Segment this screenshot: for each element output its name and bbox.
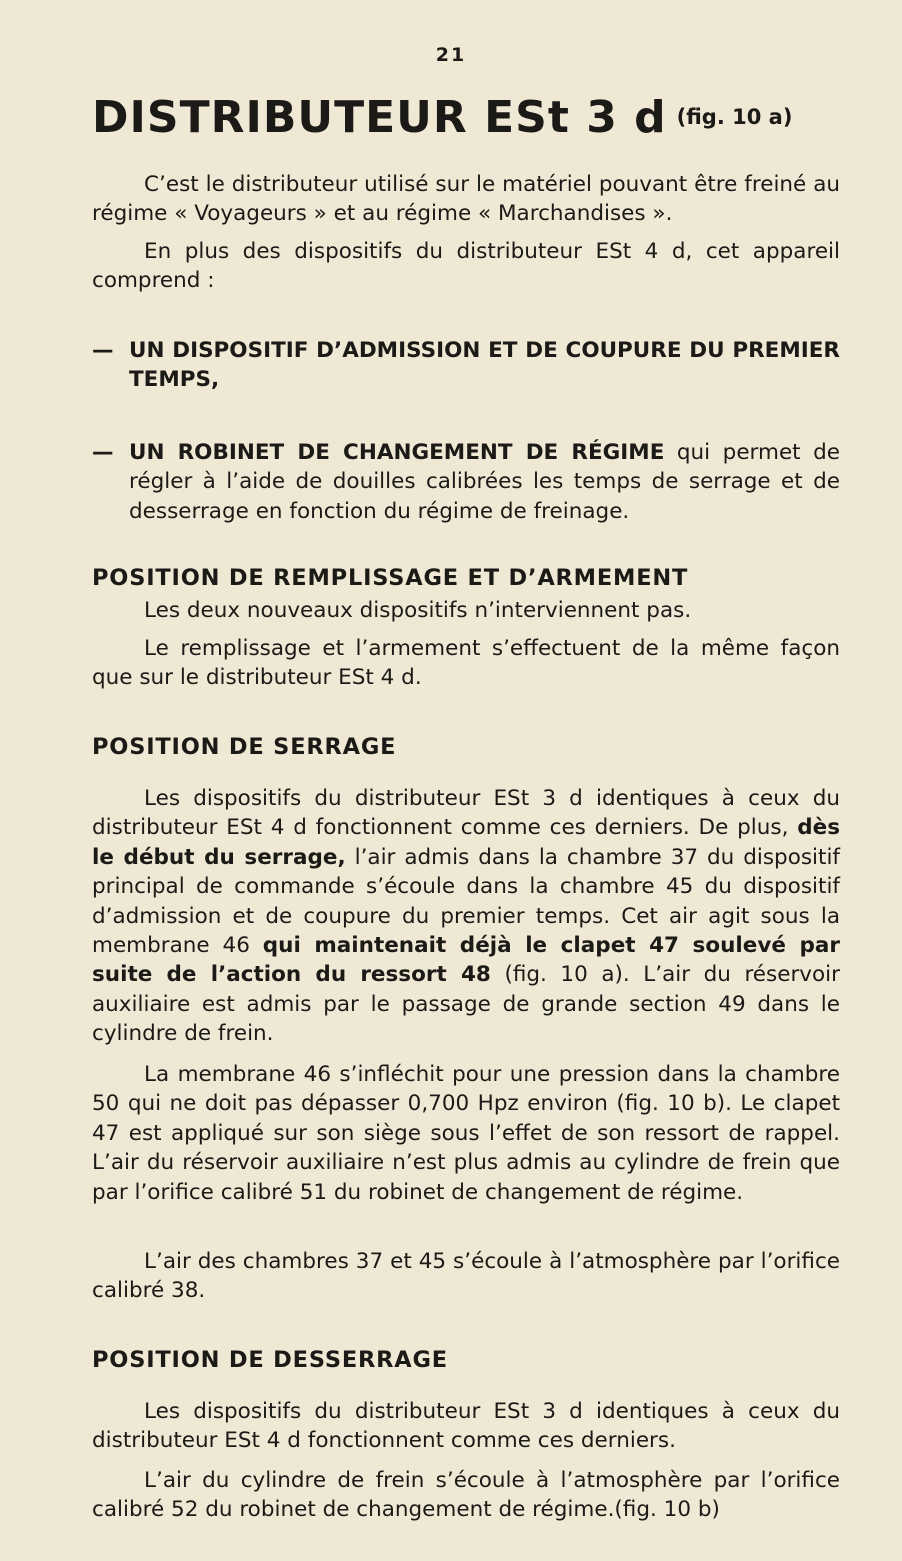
section-heading-remplissage: POSITION DE REMPLISSAGE ET D’ARMEMENT [92,565,689,591]
page-number: 21 [435,44,467,66]
section-heading-serrage: POSITION DE SERRAGE [92,734,397,760]
remplissage-paragraph-2: Le remplissage et l’armement s’effectuent de la même façon que sur le distributeur ESt 4 d. [92,636,840,691]
serrage-paragraph-3: L’air des chambres 37 et 45 s’écoule à l’atmosphère par l’orifice calibré 38. [92,1249,840,1304]
list-item [92,336,840,395]
section-heading-desserrage: POSITION DE DESSERRAGE [92,1347,448,1373]
title-figure-ref: (fig. 10 a) [676,105,793,129]
list-item [92,438,840,526]
serrage-paragraph-1 [92,784,840,1049]
serrage-text-c: l’air admis dans la chambre 37 du dispositif principal de commande s’écoule dans la chambre 45 du dispositif d’admission et de coupure du premier temps. Cet air agit sous la membrane 46 [92,844,840,959]
list-item-bold: UN DISPOSITIF D’ADMISSION ET DE COUPURE DU PREMIER TEMPS, [129,338,840,393]
list-item-bold: UN ROBINET DE CHANGEMENT DE RÉGIME [129,440,665,465]
serrage-bold-d: qui maintenait déjà le clapet 47 soulevé par suite de l’action du ressort 48 [92,933,840,988]
intro-paragraph-1: C’est le distributeur utilisé sur le matériel pouvant être freiné au régime « Voyageurs » et au régime « Marchandises ». [92,172,840,227]
serrage-paragraph-2: La membrane 46 s’infléchit pour une pression dans la chambre 50 qui ne doit pas dépasser 0,700 Hpz environ (fig. 10 b). Le clapet 47 est appliqué sur son siège sous l’effet de son ressort de rappel. L’air du réservoir auxiliaire n’est plus admis au cylindre de frein que par l’orifice calibré 51 du robinet de changement de régime. [92,1062,840,1205]
remplissage-paragraph-1: Les deux nouveaux dispositifs n’interviennent pas. [144,598,692,623]
page-title [92,92,792,143]
list-dash: — [92,338,114,363]
serrage-text-e: (fig. 10 a). L’air du réservoir auxiliaire est admis par le passage de grande section 49 dans le cylindre de frein. [92,962,840,1047]
desserrage-paragraph-2: L’air du cylindre de frein s’écoule à l’atmosphère par l’orifice calibré 52 du robinet de changement de régime.(fig. 10 b) [92,1468,840,1523]
desserrage-paragraph-1: Les dispositifs du distributeur ESt 3 d identiques à ceux du distributeur ESt 4 d fonctionnent comme ces derniers. [92,1399,840,1454]
serrage-bold-b: dès le début du serrage, [92,815,840,870]
intro-paragraph-2: En plus des dispositifs du distributeur ESt 4 d, cet appareil comprend : [92,239,840,294]
serrage-text-a: Les dispositifs du distributeur ESt 3 d identiques à ceux du distributeur ESt 4 d fonctionnent comme ces derniers. De plus, [92,786,840,841]
list-item-text: qui permet de régler à l’aide de douilles calibrées les temps de serrage et de desserrage en fonction du régime de freinage. [129,440,841,524]
title-text: DISTRIBUTEUR ESt 3 d [92,92,667,143]
list-dash: — [92,440,114,465]
